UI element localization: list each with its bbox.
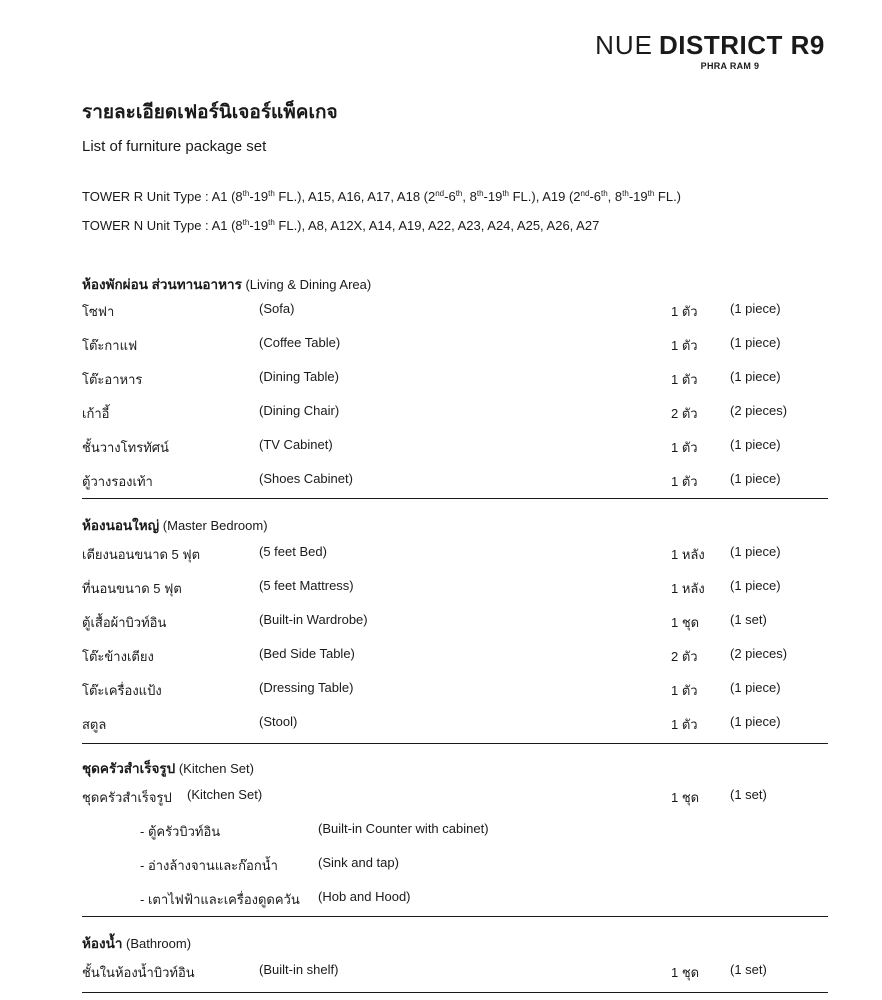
item-name-thai: โต๊ะกาแฟ	[82, 338, 138, 353]
superscript: th	[268, 218, 275, 227]
item-row	[0, 680, 882, 700]
section-divider	[82, 992, 828, 993]
text-segment: -19	[249, 189, 269, 204]
item-quantity-english: (1 piece)	[730, 680, 781, 695]
superscript: th	[268, 189, 275, 198]
text-segment: FL.)	[654, 189, 682, 204]
item-quantity-thai: 1 ตัว	[671, 440, 698, 455]
item-name-english: (Coffee Table)	[259, 335, 341, 350]
item-name-english: (Bed Side Table)	[259, 646, 355, 661]
superscript: th	[455, 189, 463, 198]
item-quantity-english: (1 piece)	[730, 369, 781, 384]
text-segment: FL.), A8, A12X, A14, A19, A22, A23, A24, A25, A26, A27	[274, 218, 600, 233]
item-name-thai: ชั้นในห้องน้ำบิวท์อิน	[82, 965, 195, 980]
item-row	[0, 714, 882, 734]
item-quantity-english: (2 pieces)	[730, 646, 788, 661]
kitchen-set-row	[0, 787, 882, 807]
section-heading-thai: ห้องพักผ่อน ส่วนทานอาหาร	[82, 277, 242, 292]
item-row	[0, 612, 882, 632]
tower-n-value	[212, 218, 600, 233]
item-quantity-english: (2 pieces)	[730, 403, 788, 418]
item-quantity-thai: 2 ตัว	[671, 406, 698, 421]
item-quantity-english: (1 piece)	[730, 714, 781, 729]
superscript: nd	[435, 189, 445, 198]
item-quantity-english: (1 piece)	[730, 578, 781, 593]
superscript: th	[502, 189, 509, 198]
text-segment: , 8	[462, 189, 477, 204]
text-segment: A1 (8	[211, 218, 243, 233]
item-name-english: (Stool)	[259, 714, 298, 729]
item-quantity-english: (1 piece)	[730, 471, 781, 486]
text-segment: FL.), A19 (2	[508, 189, 581, 204]
superscript: nd	[580, 189, 590, 198]
tower-r-label: TOWER R Unit Type :	[82, 189, 212, 204]
section-heading-master-bedroom	[82, 514, 268, 536]
item-name-thai: โต๊ะอาหาร	[82, 372, 143, 387]
text-segment: FL.), A15, A16, A17, A18 (2	[274, 189, 436, 204]
item-name-english: (TV Cabinet)	[259, 437, 333, 452]
section-heading-english: (Master Bedroom)	[159, 518, 268, 533]
item-name-thai: โต๊ะข้างเตียง	[82, 649, 154, 664]
sub-item-english: (Sink and tap)	[318, 855, 399, 870]
text-segment: , 8	[607, 189, 623, 204]
item-quantity-thai: 1 ชุด	[671, 965, 700, 980]
item-name-english: (Shoes Cabinet)	[259, 471, 353, 486]
superscript: th	[601, 189, 608, 198]
item-name-english: (5 feet Bed)	[259, 544, 327, 559]
superscript: th	[242, 189, 250, 198]
item-quantity-english: (1 set)	[730, 612, 767, 627]
sub-item-english: (Hob and Hood)	[318, 889, 411, 904]
tower-n-label: TOWER N Unit Type :	[82, 218, 212, 233]
item-quantity-thai: 1 ตัว	[671, 372, 698, 387]
section-heading-thai: ชุดครัวสำเร็จรูป	[82, 761, 176, 776]
item-quantity-english: (1 piece)	[730, 301, 781, 316]
text-segment: -19	[483, 189, 503, 204]
item-name-thai: สตูล	[82, 717, 107, 732]
section-heading-english: (Bathroom)	[122, 936, 192, 951]
item-quantity-thai: 1 ตัว	[671, 338, 698, 353]
item-name-english: (Dining Chair)	[259, 403, 340, 418]
superscript: th	[647, 189, 655, 198]
section-heading-english: (Living & Dining Area)	[241, 277, 372, 292]
text-segment: -6	[444, 189, 456, 204]
text-segment: -19	[249, 218, 269, 233]
item-name-english: (Dining Table)	[259, 369, 339, 384]
item-name-thai: เก้าอี้	[82, 406, 110, 421]
item-quantity-thai: 1 ตัว	[671, 304, 698, 319]
item-name-thai: ที่นอนขนาด 5 ฟุต	[82, 581, 182, 596]
item-row	[0, 544, 882, 564]
section-divider	[82, 743, 828, 744]
item-name-english: (Built-in Wardrobe)	[259, 612, 368, 627]
item-name-thai: ตู้เสื้อผ้าบิวท์อิน	[82, 615, 167, 630]
item-quantity-thai: 1 หลัง	[671, 547, 705, 562]
item-quantity-thai: 1 หลัง	[671, 581, 705, 596]
item-quantity-thai: 2 ตัว	[671, 649, 698, 664]
superscript: th	[622, 189, 629, 198]
item-quantity-thai: 1 ตัว	[671, 474, 698, 489]
superscript: th	[476, 189, 484, 198]
item-row	[0, 578, 882, 598]
page-title-thai: รายละเอียดเฟอร์นิเจอร์แพ็คเกจ	[82, 102, 338, 123]
item-quantity-thai: 1 ตัว	[671, 717, 698, 732]
text-segment: -19	[628, 189, 648, 204]
item-row	[0, 962, 882, 982]
text-segment: A1 (8	[211, 189, 243, 204]
section-heading-living-dining	[82, 273, 371, 295]
item-row	[0, 335, 882, 355]
item-name-thai: ชุดครัวสำเร็จรูป	[82, 790, 172, 805]
logo-nue: NUE	[595, 30, 654, 60]
item-name-english: (Built-in shelf)	[259, 962, 339, 977]
item-quantity-english: (1 set)	[730, 787, 767, 802]
text-segment: -6	[589, 189, 601, 204]
sub-item-english: (Built-in Counter with cabinet)	[318, 821, 489, 836]
item-quantity-english: (1 piece)	[730, 544, 781, 559]
brand-logo	[590, 32, 830, 71]
section-heading-thai: ห้องน้ำ	[82, 936, 123, 951]
sub-item-thai: - ตู้ครัวบิวท์อิน	[140, 824, 221, 839]
item-row	[0, 646, 882, 666]
superscript: th	[242, 218, 250, 227]
page-title-english: List of furniture package set	[82, 138, 267, 155]
logo-district: DISTRICT R9	[659, 30, 825, 60]
logo-subtitle: PHRA RAM 9	[700, 61, 760, 71]
section-heading-bathroom	[82, 932, 191, 954]
item-name-thai: โซฟา	[82, 304, 115, 319]
item-quantity-english: (1 piece)	[730, 437, 781, 452]
section-heading-thai: ห้องนอนใหญ่	[82, 518, 160, 533]
tower-n-unit-types	[82, 218, 599, 233]
section-heading-english: (Kitchen Set)	[175, 761, 254, 776]
item-row	[0, 471, 882, 491]
section-divider	[82, 916, 828, 917]
tower-r-value	[212, 189, 681, 204]
item-name-english: (5 feet Mattress)	[259, 578, 354, 593]
item-quantity-thai: 1 ชุด	[671, 790, 700, 805]
item-row	[0, 369, 882, 389]
item-name-english: (Kitchen Set)	[187, 787, 263, 802]
logo-wordmark	[590, 32, 830, 58]
item-row	[0, 403, 882, 423]
item-name-thai: ชั้นวางโทรทัศน์	[82, 440, 169, 455]
item-quantity-english: (1 set)	[730, 962, 767, 977]
item-name-thai: ตู้วางรองเท้า	[82, 474, 153, 489]
item-name-thai: โต๊ะเครื่องแป้ง	[82, 683, 162, 698]
item-row	[0, 301, 882, 321]
item-name-thai: เตียงนอนขนาด 5 ฟุต	[82, 547, 201, 562]
section-divider	[82, 498, 828, 499]
item-name-english: (Sofa)	[259, 301, 295, 316]
sub-item-thai: - เตาไฟฟ้าและเครื่องดูดควัน	[140, 892, 300, 907]
item-row	[0, 437, 882, 457]
item-quantity-thai: 1 ตัว	[671, 683, 698, 698]
sub-item-thai: - อ่างล้างจานและก๊อกน้ำ	[140, 858, 278, 873]
tower-r-unit-types	[82, 189, 681, 204]
item-quantity-thai: 1 ชุด	[671, 615, 700, 630]
section-heading-kitchen	[82, 757, 254, 779]
item-name-english: (Dressing Table)	[259, 680, 354, 695]
item-quantity-english: (1 piece)	[730, 335, 781, 350]
